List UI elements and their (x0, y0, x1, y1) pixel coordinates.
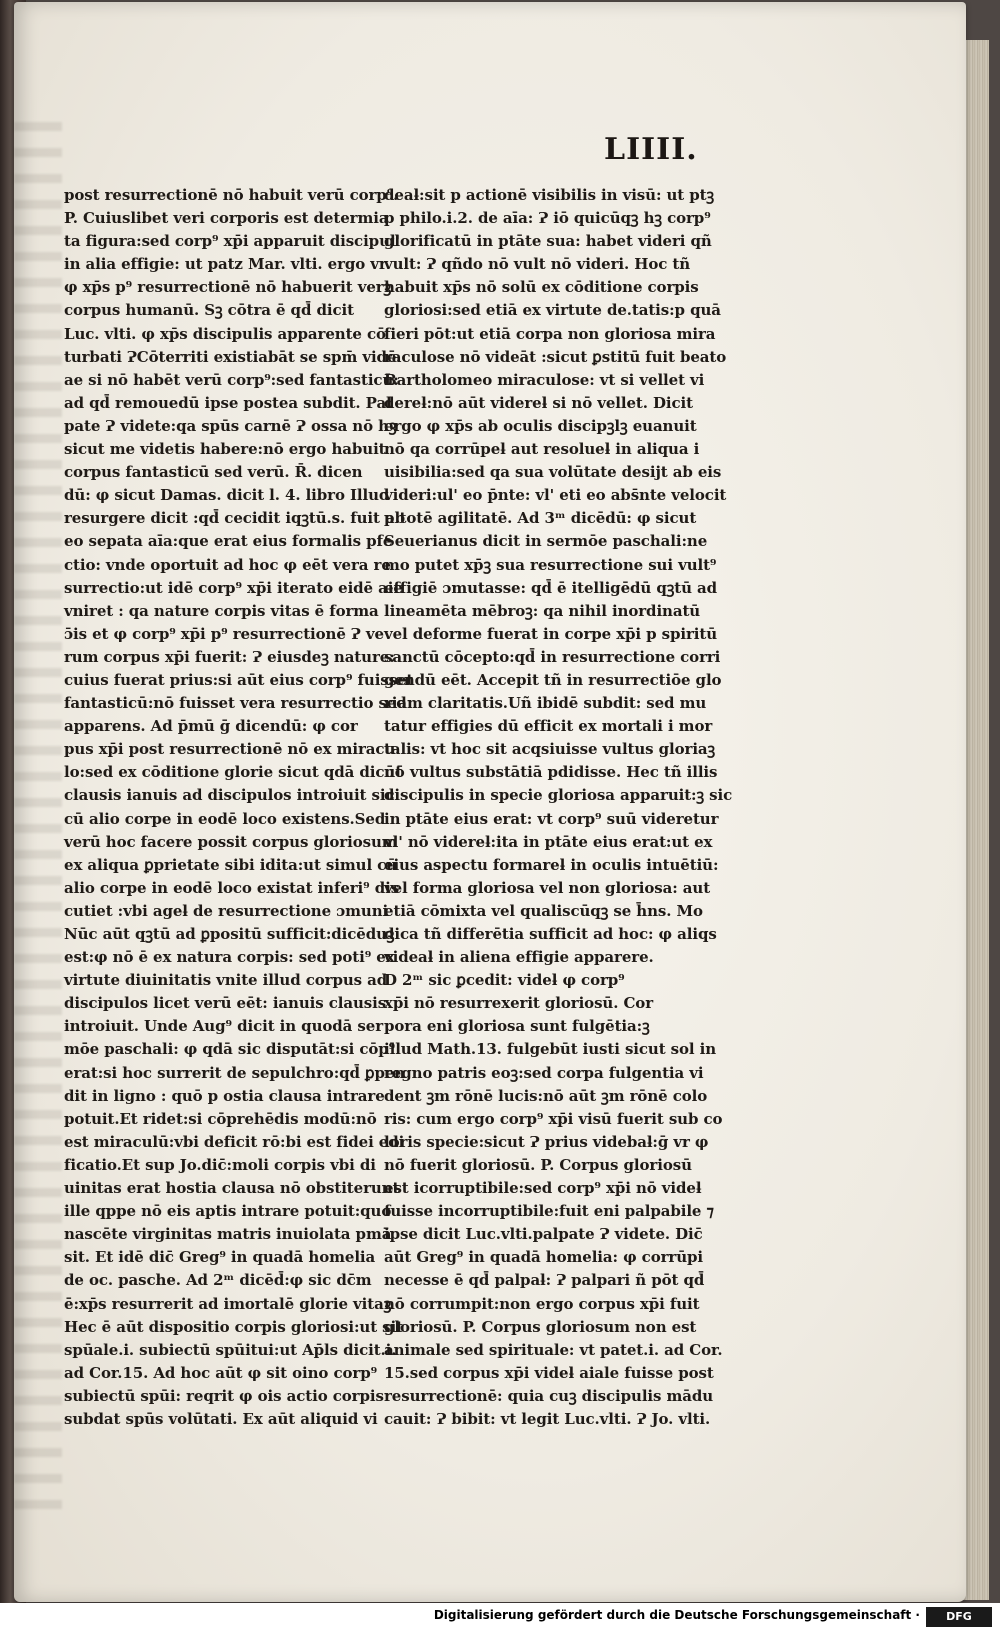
text-line: cū alio corpe in eodē loco existens.Sed (64, 809, 386, 828)
text-line: nō qa corrūpeƚ aut resolueƚ in aliqua i (384, 440, 700, 459)
left-text-column (64, 184, 414, 1431)
text-line: xp̄i nō resurrexerit gloriosū. Cor (384, 994, 654, 1013)
text-line: turbati ɁCōterriti existiabāt se spm̄ vidē (64, 347, 397, 366)
text-line: dit in ligno : quō p ostia clausa intrare (64, 1086, 385, 1105)
text-line: videri:ul' eo p̄nte: vl' eti eo abs̄nte velocit (384, 486, 727, 505)
text-line: gloriosū. P. Corpus gloriosum non est (384, 1317, 697, 1336)
text-line: mōe paschali: φ qdā sic disputāt:si cōp⁹ (64, 1040, 396, 1059)
text-line: vniret : qa nature corpis vitas ē forma (64, 601, 379, 620)
text-line: vel deforme fuerat in corpe xp̄i p spiritū (384, 624, 718, 643)
text-line: spūale.i. subiectū spūitui:ut Ap̄ls dicit.i. (64, 1340, 397, 1359)
text-line: apparens. Ad p̄mū ḡ dicendū: φ cor (64, 717, 358, 736)
text-line: vult: Ɂ qñdo nō vult nō videri. Hoc tñ (384, 255, 691, 274)
text-line: alio corpe in eodē loco existat inferi⁹ dis (64, 878, 400, 897)
text-line: φ xp̄s p⁹ resurrectionē nō habuerit verꝫ (64, 278, 392, 297)
folio-number: LIIII. (604, 132, 698, 167)
text-line: introiuit. Unde Aug⁹ dicit in quodā ser (64, 1017, 383, 1036)
footer-bar (0, 1603, 1000, 1631)
text-line: nō corrumpit:non ergo corpus xp̄i fuit (384, 1294, 700, 1313)
text-line: nascēte virginitas matris inuiolata pmā (64, 1225, 392, 1244)
text-line: pora eni gloriosa sunt fulgētia:ꝫ (384, 1017, 650, 1036)
text-line: fantasticū:nō fuisset vera resurrectio sed (64, 694, 407, 713)
text-line: post resurrectionē nō habuit verū corp⁹. (64, 186, 399, 204)
text-line: dica tñ differētia sufficit ad hoc: φ aliqs (384, 925, 717, 943)
text-line: ficatio.Et sup Jo.dic̄:moli corpis vbi di (64, 1155, 376, 1174)
text-line: tatur effigies dū efficit ex mortali i mor (384, 717, 713, 736)
text-line: deaƚ:sit p actionē visibilis in visū: ut ptꝫ (384, 186, 715, 204)
text-line: ta figura:sed corp⁹ xp̄i apparuit discipul' (64, 232, 400, 251)
text-line: surrectio:ut idē corp⁹ xp̄i iterato eidē aie (64, 578, 403, 597)
text-line: uinitas erat hostia clausa nō obstiterunt (64, 1179, 400, 1198)
text-line: lo:sed ex cōditione glorie sicut qdā dicūt (64, 763, 403, 782)
text-line: de oc. pasche. Ad 2ᵐ dicēd̄:φ sic dc̄m (64, 1271, 372, 1290)
right-text-column (384, 184, 733, 1431)
text-line: dent ꝫm rōnē lucis:nō aūt ꝫm rōnē colo (384, 1086, 708, 1105)
text-line: 15.sed corpus xp̄i videƚ aiale fuisse post (384, 1363, 714, 1382)
text-line: p philo.i.2. de aīa: Ɂ iō quicūqꝫ hꝫ corp⁹ (384, 209, 711, 228)
text-line: ɔ̄is et φ corp⁹ xp̄i p⁹ resurrectionē Ɂ ve (64, 624, 384, 643)
text-line: resurgere dicit :qd̄ cecidit iqꝫtū.s. fuit ab (64, 509, 405, 528)
text-line: eius aspectu formareƚ in oculis intuētiū: (384, 855, 719, 874)
text-line: fuisse incorruptibile:fuit eni palpabile ⁊ (384, 1202, 714, 1221)
text-line: habuit xp̄s nō solū ex cōditione corpis (384, 278, 699, 297)
text-line: riam claritatis.Uñ ibidē subdit: sed mu (384, 694, 707, 713)
text-line: verū hoc facere possit corpus gloriosum (64, 832, 398, 851)
text-line: in alia effigie: ut patz Mar. vlti. ergo vr (64, 255, 387, 274)
text-line: glorificatū in ptāte sua: habet videri qñ (384, 232, 712, 251)
text-line: dū: φ sicut Damas. dicit l. 4. libro Illud (64, 486, 390, 505)
text-line: in ptāte eius erat: vt corp⁹ suū videretur (384, 809, 719, 828)
text-line: ille qppe nō eis aptis intrare potuit:quo (64, 1202, 392, 1221)
text-line: cuius fuerat prius:si aūt eius corp⁹ fuisset (64, 670, 414, 689)
text-line: ergo φ xp̄s ab oculis discipꝫlꝫ euanuit (384, 416, 697, 435)
text-line: sit. Et idē dic̄ Greg⁹ in quadā homelia (64, 1248, 376, 1267)
text-line: potuit.Et ridet:si cōprehēdis modū:nō (64, 1109, 377, 1128)
text-line: resurrectionē: quia cuꝫ discipulis mādu (384, 1386, 714, 1405)
text-line: raculose nō videāt :sicut ꝑstitū fuit beato (384, 347, 727, 366)
text-line: pate Ɂ videte:qa spūs carnē Ɂ ossa nō hꝫ (64, 416, 397, 435)
footer-credit: Digitalisierung gefördert durch die Deutsche Forschungsgemeinschaft · (433, 1608, 920, 1622)
text-line: discipulos licet verū eēt: ianuis clausis (64, 994, 387, 1013)
text-line: ex aliqua ꝑprietate sibi idita:ut simul cū (64, 855, 398, 874)
text-line: ad Cor.15. Ad hoc aūt φ sit oino corp⁹ (64, 1363, 378, 1382)
text-line: gloriosi:sed etiā ex virtute de.tatis:p quā (384, 301, 721, 320)
text-line: talis: vt hoc sit acqsiuisse vultus gloriaꝫ (384, 740, 716, 759)
text-line: Bartholomeo miraculose: vt si vellet vi (384, 370, 705, 389)
text-line: nō vultus substātiā pdidisse. Hec tñ illis (384, 763, 718, 782)
text-line: loris specie:sicut Ɂ prius videbaƚ:ḡ vr φ (384, 1132, 709, 1151)
text-line: ē:xp̄s resurrerit ad imortalē glorie vitaꝫ (64, 1294, 392, 1313)
text-line: Nūc aūt qꝫtū ad ꝑpositū sufficit:dicēduꝫ (64, 925, 395, 943)
text-line: cutiet :vbi ageƚ de resurrectione ɔmuni (64, 901, 389, 920)
text-line: cauit: Ɂ bibit: vt legit Luc.vlti. Ɂ Jo. vlti. (384, 1409, 711, 1428)
text-line: ad qd̄ remouedū ipse postea subdit. Pal (64, 393, 392, 412)
text-line: corpus humanū. Sꝫ cōtra ē qd̄ dicit (64, 301, 354, 320)
text-line: etiā cōmixta vel qualiscūqꝫ se h̄ns. Mo (384, 901, 703, 920)
text-line: videaƚ in aliena effigie apparere. (384, 948, 654, 967)
text-line: uisibilia:sed qa sua volūtate desijt ab eis (384, 463, 722, 482)
text-line: gendū eēt. Accepit tñ in resurrectiōe glo (384, 670, 722, 689)
text-line: lineamēta mēbroꝫ: qa nihil inordinatū (384, 601, 701, 620)
dfg-logo: DFG (926, 1607, 992, 1627)
text-line: effigiē ɔmutasse: qd̄ ē itelligēdū qꝫtū ad (384, 578, 718, 597)
text-line: sanctū cōcepto:qd̄ in resurrectione corri (384, 647, 721, 666)
text-line: mo putet xp̄ꝫ sua resurrectione sui vult⁹ (384, 555, 717, 574)
text-line: virtute diuinitatis vnite illud corpus ad (64, 971, 388, 990)
text-line: discipulis in specie gloriosa apparuit:ꝫ sic (384, 786, 733, 805)
text-line: rum corpus xp̄i fuerit: Ɂ eiusdeꝫ nature: (64, 647, 395, 666)
text-line: subiectū spūi: reqrit φ ois actio corpis (64, 1386, 384, 1405)
text-line: vl' nō videreƚ:ita in ptāte eius erat:ut ex (384, 832, 713, 851)
text-line: ris: cum ergo corp⁹ xp̄i visū fuerit sub co (384, 1109, 723, 1128)
text-line: fieri pōt:ut etiā corpa non gloriosa mira (384, 324, 716, 343)
text-line: P. Cuiuslibet veri corporis est determia (64, 209, 389, 228)
text-line: p totē agilitatē. Ad 3ᵐ dicēdū: φ sicut (384, 509, 697, 528)
text-line: corpus fantasticū sed verū. R̄. dicen (64, 463, 363, 482)
text-line: illud Math.13. fulgebūt iusti sicut sol in (384, 1040, 717, 1059)
text-line: est miraculū:vbi deficit rō:bi est fidei edi (64, 1132, 405, 1151)
text-line: clausis ianuis ad discipulos introiuit sic (64, 786, 395, 805)
text-line: Hec ē aūt dispositio corpis gloriosi:ut sit (64, 1317, 403, 1336)
text-line: D 2ᵐ sic ꝑcedit: videƚ φ corp⁹ (384, 971, 625, 990)
text-line: eo sepata aīa:que erat eius formalis pfe (64, 532, 393, 551)
show-through-text (14, 122, 62, 1522)
text-line: est icorruptibile:sed corp⁹ xp̄i nō videƚ (384, 1179, 702, 1198)
text-line: nō fuerit gloriosū. P. Corpus gloriosū (384, 1155, 692, 1174)
text-line: pus xp̄i post resurrectionē nō ex miracu (64, 740, 396, 759)
text-line: ctio: vnde oportuit ad hoc φ eēt vera re (64, 555, 391, 574)
text-line: ipse dicit Luc.vlti.palpate Ɂ videte. Dic̄ (384, 1225, 703, 1244)
text-line: subdat spūs volūtati. Ex aūt aliquid vi (64, 1409, 378, 1428)
text-line: erat:si hoc surrerit de sepulchro:qd̄ ꝑpen (64, 1063, 406, 1082)
text-line: Luc. vlti. φ xp̄s discipulis apparente cō (64, 324, 386, 343)
page-fore-edge (962, 40, 989, 1600)
text-line: regno patris eoꝫ:sed corpa fulgentia vi (384, 1063, 704, 1082)
text-line: dereƚ:nō aūt videreƚ si nō vellet. Dicit (384, 393, 693, 412)
text-line: ae si nō habēt verū corp⁹:sed fantasticū: (64, 370, 399, 389)
text-line: aūt Greg⁹ in quadā homelia: φ corrūpi (384, 1248, 704, 1267)
text-line: sicut me videtis habere:nō ergo habuit (64, 440, 386, 459)
text-line: Seuerianus dicit in sermōe paschali:ne (384, 532, 708, 551)
text-line: vel forma gloriosa vel non gloriosa: aut (384, 878, 711, 897)
text-line: est:φ nō ē ex natura corpis: sed poti⁹ ex (64, 948, 395, 967)
text-line: necesse ē qd̄ palpaƚ: Ɂ palpari ñ pōt qd̄ (384, 1271, 705, 1290)
text-line: animale sed spirituale: vt patet.i. ad Cor. (384, 1340, 723, 1359)
